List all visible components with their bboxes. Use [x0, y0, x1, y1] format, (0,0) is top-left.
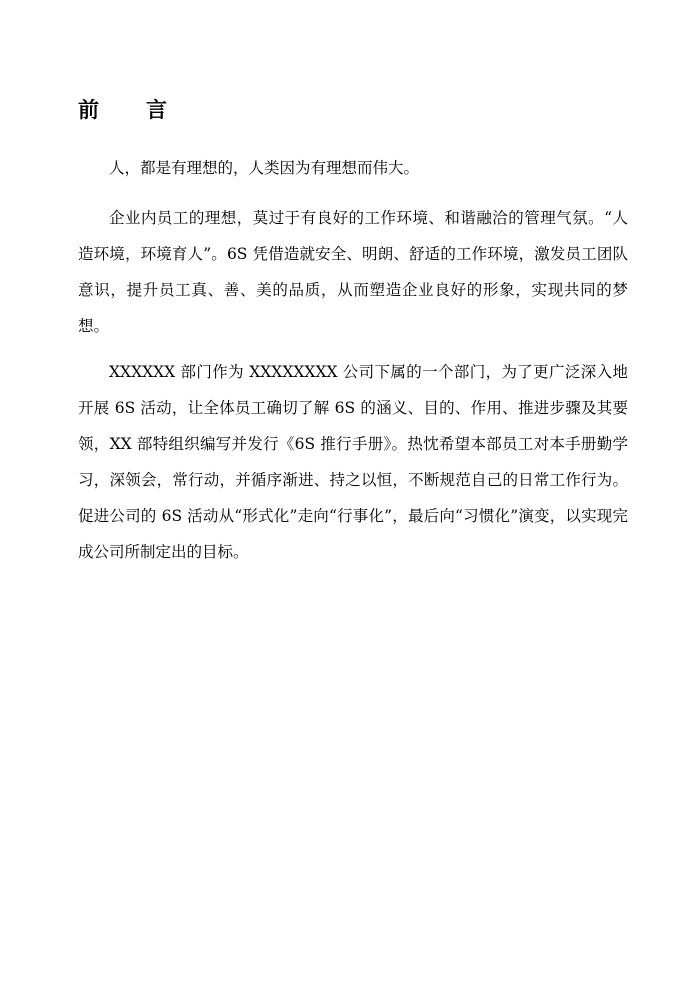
paragraph-intro: 人，都是有理想的，人类因为有理想而伟大。: [109, 159, 420, 177]
body-text: [78, 150, 628, 580]
paragraph-ideal: 企业内员工的理想，莫过于有良好的工作环境、和谐融洽的管理气氛。“人造环境，环境育人”。6S 凭借造就安全、明朗、舒适的工作环境，激发员工团队意识，提升员工真、善、美的品质，从而塑造企业良好的形象，实现共同的梦想。: [78, 209, 628, 335]
paragraph-purpose: XXXXXX 部门作为 XXXXXXXX 公司下属的一个部门，为了更广泛深入地开展 6S 活动，让全体员工确切了解 6S 的涵义、目的、作用、推进步骤及其要领，XX 部特组织编写并发行《6S 推行手册》。热忱希望本部员工对本手册勤学习，深领会，常行动，并循序渐进、持之以恒，不断规范自己的日常工作行为。促进公司的 6S 活动从“形式化”走向“行事化”，最后向“习惯化”演变，以实现完成公司所制定出的目标。: [78, 363, 628, 561]
page-title: 前 言: [78, 97, 180, 122]
